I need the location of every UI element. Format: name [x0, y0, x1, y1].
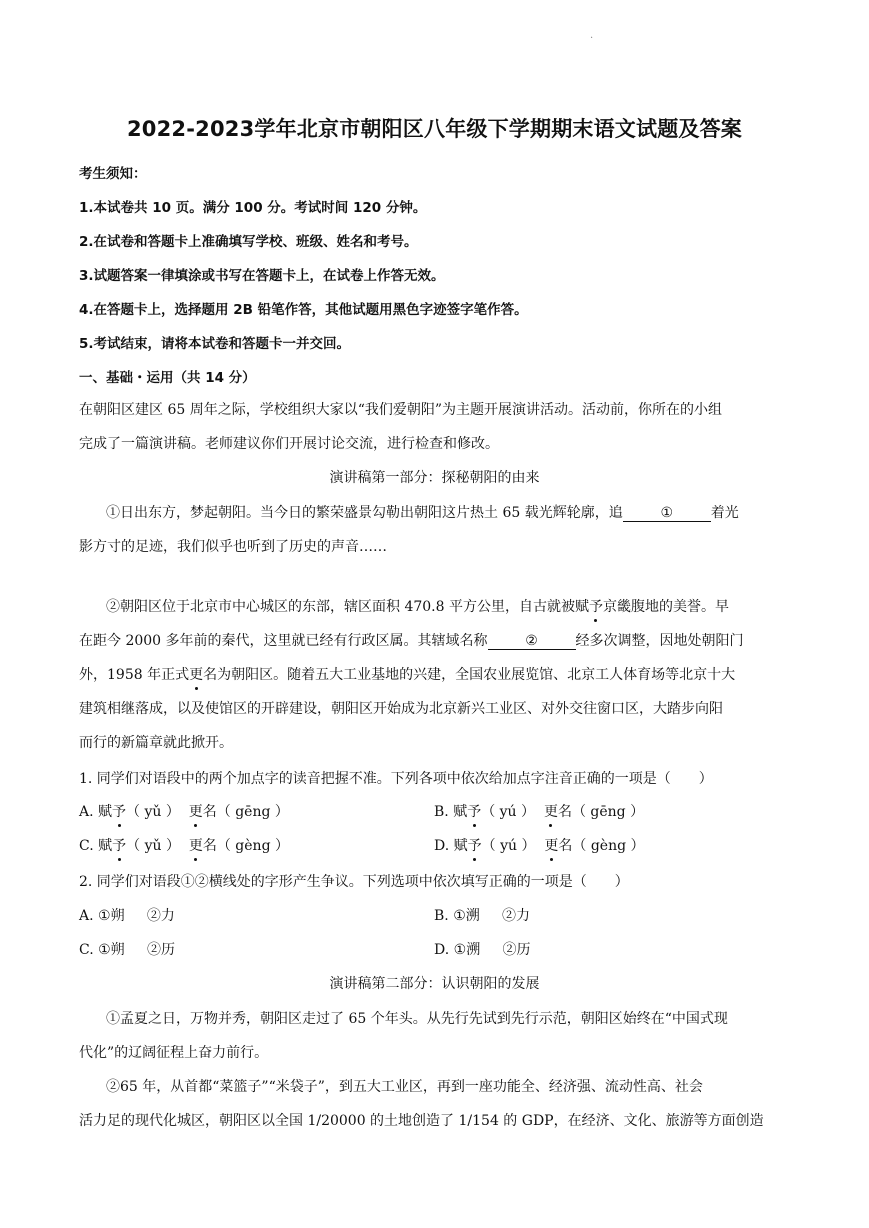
text-segment: ②朝阳区位于北京市中心城区的东部，辖区面积 470.8 平方公里，自古就被赋	[106, 599, 589, 615]
paragraph-line: 影方寸的足迹，我们似乎也听到了历史的声音……	[79, 539, 387, 555]
option-letter: D.	[434, 838, 450, 854]
q1-option-b	[434, 801, 644, 821]
emphasis-char: 予	[112, 801, 126, 821]
emphasis-char: 更	[189, 835, 203, 855]
emphasis-char: 更	[189, 664, 203, 684]
option-char: 名	[557, 804, 572, 820]
text-segment: 京畿腹地的美誉。早	[602, 599, 729, 615]
part1-title: 演讲稿第一部分：探秘朝阳的由来	[329, 470, 540, 486]
paragraph-line: 代化”的辽阔征程上奋力前行。	[79, 1045, 269, 1061]
fill-blank-2: ②	[488, 633, 576, 650]
option-char: 名	[202, 804, 217, 820]
pinyin: （ gèng ）	[216, 838, 289, 854]
paragraph-line	[79, 664, 735, 684]
pinyin: （ yǔ ）	[126, 838, 180, 854]
text-segment: ①日出东方，梦起朝阳。当今日的繁荣盛景勾勒出朝阳这片热土 65 载光辉轮廓，追	[106, 505, 623, 521]
emphasis-char: 更	[544, 835, 558, 855]
text-segment: 外，1958 年正式	[79, 667, 190, 683]
paragraph-line	[106, 596, 729, 616]
emphasis-char: 予	[589, 596, 603, 616]
notice-item: 1.本试卷共 10 页。满分 100 分。考试时间 120 分钟。	[79, 200, 427, 216]
emphasis-char: 予	[467, 801, 481, 821]
notice-item: 3.试题答案一律填涂或书写在答题卡上，在试卷上作答无效。	[79, 268, 445, 284]
option-text: ①朔	[98, 908, 125, 924]
notice-item: 5.考试结束，请将本试卷和答题卡一并交回。	[79, 336, 351, 352]
option-letter: A.	[79, 804, 94, 820]
option-letter: C.	[79, 838, 94, 854]
option-text: ②力	[146, 908, 175, 924]
text-segment: 着光	[710, 505, 739, 521]
text-segment: 经多次调整，因地处朝阳门	[575, 633, 744, 649]
pinyin: （ yú ）	[481, 838, 536, 854]
paragraph-line: 建筑相继落成，以及使馆区的开辟建设，朝阳区开始成为北京新兴工业区、对外交往窗口区，大踏步向阳	[79, 701, 723, 717]
option-char: 名	[558, 838, 573, 854]
text-segment: 在距今 2000 多年前的秦代，这里就已经有行政区属。其辖域名称	[79, 633, 488, 649]
q2-option-b	[434, 905, 530, 925]
question-2-stem: 2. 同学们对语段①②横线处的字形产生争议。下列选项中依次填写正确的一项是（ ）	[79, 874, 629, 890]
option-text: ①溯	[453, 908, 480, 924]
paragraph-line: 而行的新篇章就此掀开。	[79, 735, 233, 751]
option-letter: D.	[434, 942, 450, 958]
paragraph-line: ②65 年，从首都“菜篮子”“米袋子”，到五大工业区，再到一座功能全、经济强、流动性高、社会	[106, 1079, 703, 1095]
q1-option-a	[79, 801, 289, 821]
intro-text: 完成了一篇演讲稿。老师建议你们开展讨论交流，进行检查和修改。	[79, 436, 499, 452]
option-letter: B.	[434, 804, 449, 820]
page-title: 2022-2023学年北京市朝阳区八年级下学期期末语文试题及答案	[126, 117, 742, 141]
option-text: ①溯	[453, 942, 481, 958]
section-heading: 一、基础・运用（共 14 分）	[79, 370, 256, 386]
pinyin: （ yú ）	[481, 804, 536, 820]
option-text: ②历	[502, 942, 531, 958]
option-char: 名	[202, 838, 217, 854]
option-letter: A.	[79, 908, 94, 924]
intro-text: 在朝阳区建区 65 周年之际，学校组织大家以“我们爱朝阳”为主题开展演讲活动。活动前，你所在的小组	[79, 402, 723, 418]
paragraph-line: 活力足的现代化城区，朝阳区以全国 1/20000 的土地创造了 1/154 的 GDP，在经济、文化、旅游等方面创造	[79, 1113, 764, 1129]
emphasis-char: 予	[468, 835, 482, 855]
header-dot: .	[590, 30, 594, 41]
option-letter: B.	[434, 908, 449, 924]
question-1-stem: 1. 同学们对语段中的两个加点字的读音把握不准。下列各项中依次给加点字注音正确的一项是（ ）	[79, 771, 713, 787]
option-letter: C.	[79, 942, 94, 958]
notice-item: 2.在试卷和答题卡上准确填写学校、班级、姓名和考号。	[79, 234, 418, 250]
option-char: 赋	[98, 838, 113, 854]
notice-heading: 考生须知：	[79, 166, 147, 182]
emphasis-char: 更	[189, 801, 203, 821]
notice-item: 4.在答题卡上，选择题用 2B 铅笔作答，其他试题用黑色字迹签字笔作答。	[79, 302, 528, 318]
paragraph-line: ①孟夏之日，万物并秀，朝阳区走过了 65 个年头。从先行先试到先行示范，朝阳区始终在“中国式现	[106, 1011, 728, 1027]
pinyin: （ yǔ ）	[126, 804, 180, 820]
paragraph-line	[106, 502, 739, 522]
q1-option-d	[434, 835, 645, 855]
part2-title: 演讲稿第二部分：认识朝阳的发展	[329, 976, 540, 992]
paragraph-line	[79, 630, 744, 650]
option-char: 赋	[453, 838, 468, 854]
pinyin: （ gèng ）	[572, 838, 645, 854]
pinyin: （ gēng ）	[571, 804, 645, 820]
option-text: ①朔	[98, 942, 125, 958]
pinyin: （ gēng ）	[216, 804, 289, 820]
option-char: 赋	[453, 804, 468, 820]
q2-option-d	[434, 939, 530, 959]
fill-blank-1: ①	[623, 505, 711, 522]
emphasis-char: 更	[544, 801, 558, 821]
q2-option-a	[79, 905, 175, 925]
option-char: 赋	[98, 804, 113, 820]
option-text: ②历	[146, 942, 175, 958]
q1-option-c	[79, 835, 289, 855]
emphasis-char: 予	[112, 835, 126, 855]
q2-option-c	[79, 939, 175, 959]
option-text: ②力	[502, 908, 531, 924]
text-segment: 名为朝阳区。随着五大工业基地的兴建，全国农业展览馆、北京工人体育场等北京十大	[203, 667, 736, 683]
